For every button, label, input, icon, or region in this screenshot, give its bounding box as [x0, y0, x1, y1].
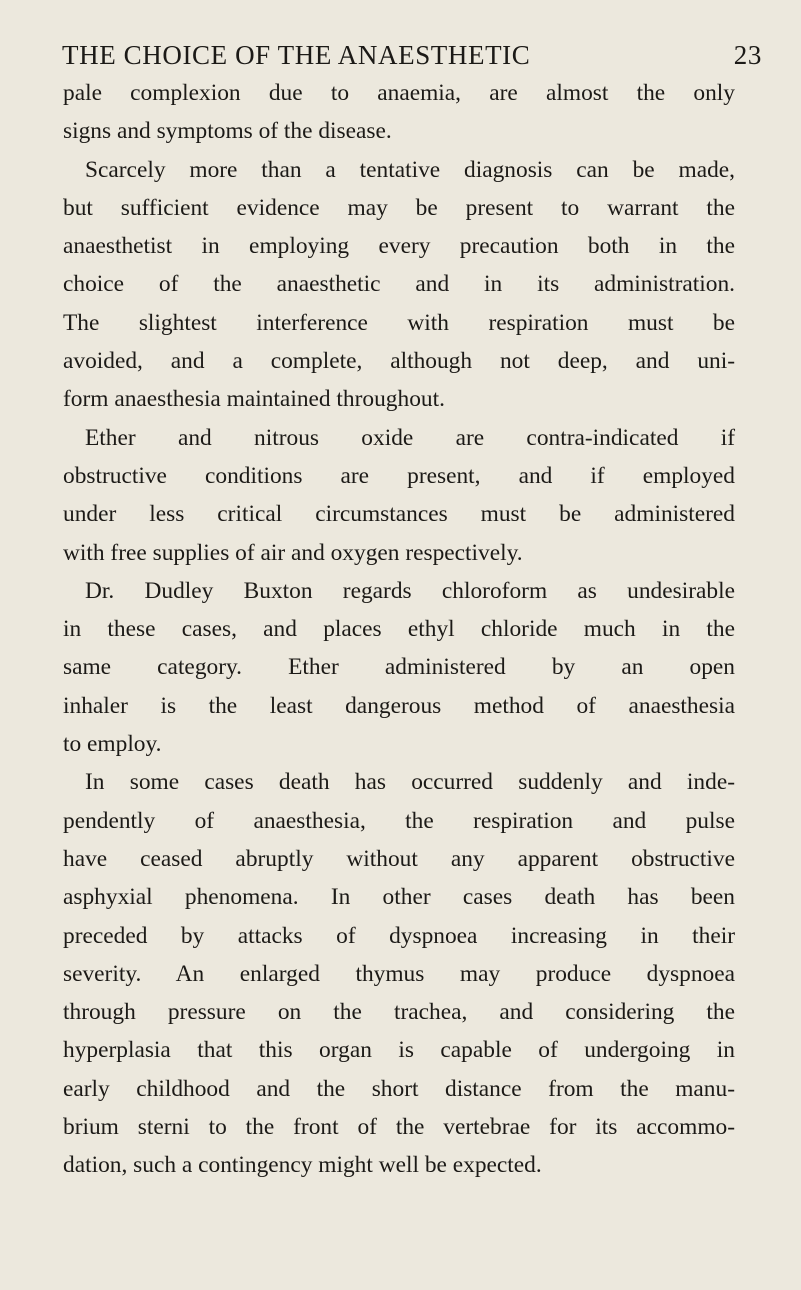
text-line: obstructive conditions are present, and if employed [63, 462, 735, 489]
text-line: anaesthetist in employing every precaution both in the [63, 233, 735, 260]
text-line: dation, such a contingency might well be expected. [63, 1152, 542, 1179]
text-line: Scarcely more than a tentative diagnosis can be made, [85, 156, 735, 183]
text-line: In some cases death has occurred suddenly and inde- [85, 769, 735, 796]
text-line: asphyxial phenomena. In other cases death has been [63, 884, 735, 911]
text-line: avoided, and a complete, although not deep, and uni- [63, 348, 735, 375]
text-line: pale complexion due to anaemia, are almost the only [63, 80, 735, 106]
text-line: brium sterni to the front of the vertebrae for its accommo- [63, 1114, 735, 1141]
text-line: form anaesthesia maintained throughout. [63, 386, 445, 413]
text-line: to employ. [63, 731, 162, 758]
text-line: signs and symptoms of the disease. [63, 118, 392, 145]
text-line: pendently of anaesthesia, the respiration and pulse [63, 807, 735, 834]
running-head-title: THE CHOICE OF THE ANAESTHETIC [62, 40, 531, 70]
text-line: inhaler is the least dangerous method of anaesthesia [63, 692, 735, 719]
text-line: severity. An enlarged thymus may produce dyspnoea [63, 960, 735, 987]
text-line: under less critical circumstances must be administered [63, 501, 735, 528]
text-line: early childhood and the short distance from the manu- [63, 1075, 735, 1102]
text-line: with free supplies of air and oxygen respectively. [63, 539, 523, 566]
body-text [63, 74, 735, 1185]
text-line: through pressure on the trachea, and considering the [63, 999, 735, 1026]
text-line: hyperplasia that this organ is capable of undergoing in [63, 1037, 735, 1064]
running-head [62, 35, 762, 75]
text-line: but sufficient evidence may be present to warrant the [63, 194, 735, 221]
page-number: 23 [733, 40, 762, 70]
text-line: The slightest interference with respiration must be [63, 309, 735, 336]
text-line: Dr. Dudley Buxton regards chloroform as undesirable [85, 577, 735, 604]
text-line: in these cases, and places ethyl chloride much in the [63, 616, 735, 643]
text-line: Ether and nitrous oxide are contra-indicated if [85, 424, 735, 451]
text-line: same category. Ether administered by an open [63, 654, 735, 681]
text-line: preceded by attacks of dyspnoea increasing in their [63, 922, 735, 949]
text-line: have ceased abruptly without any apparent obstructive [63, 845, 735, 872]
text-line: choice of the anaesthetic and in its administration. [63, 271, 735, 298]
